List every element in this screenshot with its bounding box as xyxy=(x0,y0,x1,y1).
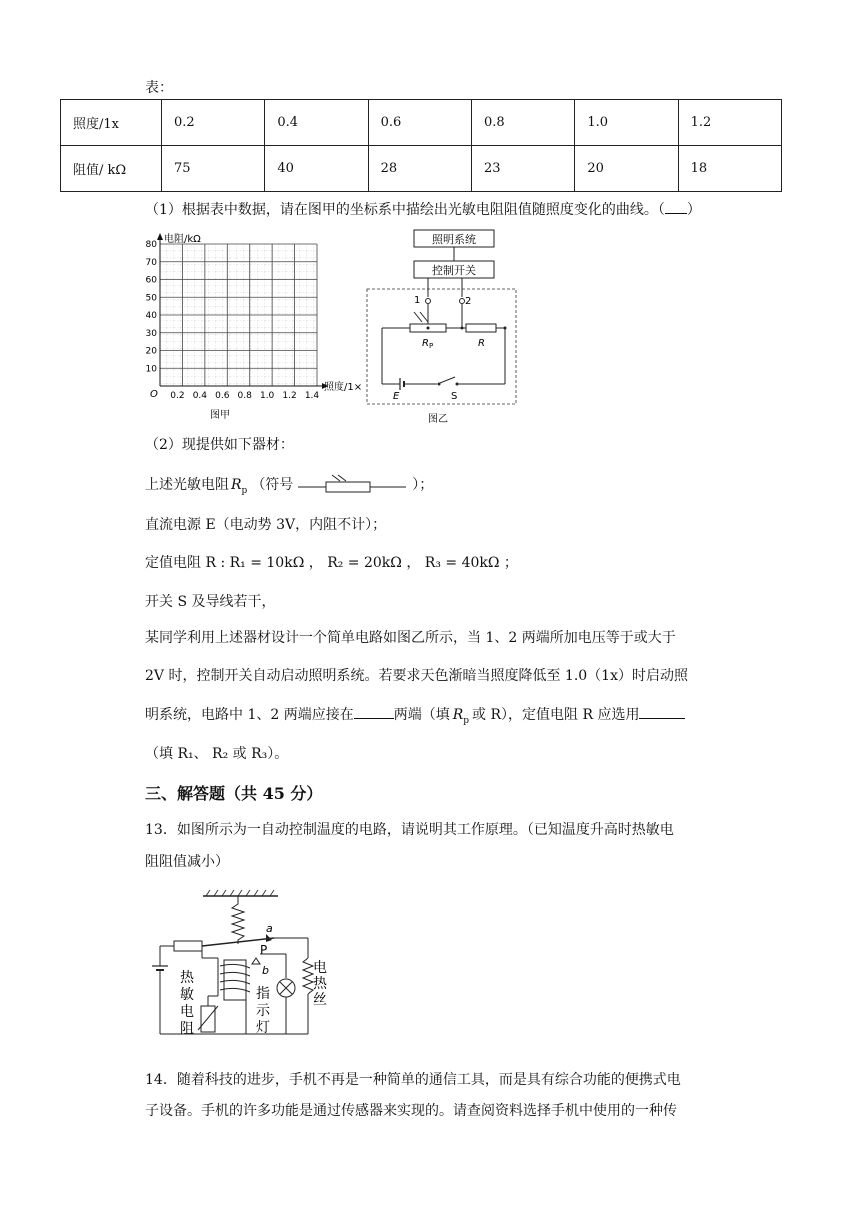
origin-label: O xyxy=(150,389,158,400)
contact-b-label: b xyxy=(262,964,269,977)
answer-blank[interactable] xyxy=(639,704,685,719)
photoresistor-symbol xyxy=(298,475,408,495)
answer-blank[interactable] xyxy=(665,199,687,214)
table-intro: 表： xyxy=(145,80,173,96)
table-cell: 1.0 xyxy=(575,100,678,146)
contact-a-label: a xyxy=(266,922,273,935)
q14-line-2: 子设备。手机的许多功能是通过传感器来实现的。请查阅资料选择手机中使用的一种传 xyxy=(145,1103,677,1119)
spring xyxy=(232,896,244,944)
heater-label-2: 丝 xyxy=(313,992,327,1008)
heater-label-1: 热 xyxy=(313,976,327,992)
y-tick-label: 20 xyxy=(145,346,157,357)
table-cell: 28 xyxy=(368,146,471,192)
q2-line-6: 2V 时，控制开关自动启动照明系统。若要求天色渐暗当照度降低至 1.0（1x）时启动照 xyxy=(145,668,688,684)
y-tick-label: 60 xyxy=(145,275,157,286)
x-tick-label: 1.4 xyxy=(304,391,320,401)
y-tick-label: 10 xyxy=(145,364,157,375)
resistor xyxy=(174,941,202,951)
lighting-system-label: 照明系统 xyxy=(432,233,476,246)
table-cell: 20 xyxy=(575,146,678,192)
table-cell: 0.2 xyxy=(162,100,265,146)
q13-line-2: 阻阻值减小） xyxy=(145,854,229,870)
q2-line-5: 某同学利用上述器材设计一个简单电路如图乙所示，当 1、2 两端所加电压等于或大于 xyxy=(145,630,676,646)
control-switch-label: 控制开关 xyxy=(432,264,476,277)
table-cell: 75 xyxy=(162,146,265,192)
x-tick-label: 0.2 xyxy=(170,391,185,401)
q13-line-1: 13．如图所示为一自动控制温度的电路，请说明其工作原理。（已知温度升高时热敏电 xyxy=(145,822,674,838)
y-tick-label: 40 xyxy=(145,311,157,321)
answer-blank[interactable] xyxy=(354,704,394,719)
heater-label-0: 电 xyxy=(313,960,327,976)
graph-jia xyxy=(138,228,363,424)
e-label: E xyxy=(393,391,400,402)
terminal-2-label: 2 xyxy=(465,296,472,307)
thermistor-label-1: 敏 xyxy=(180,987,194,1003)
x-tick-label: 0.8 xyxy=(237,391,252,401)
y-tick-label: 80 xyxy=(145,240,157,250)
indicator-label-1: 示 xyxy=(256,1003,270,1019)
y-tick-label: 30 xyxy=(145,328,157,339)
resistor-r xyxy=(466,324,496,332)
rp-subscript: P xyxy=(429,342,434,350)
thermistor-label-3: 阻 xyxy=(180,1021,194,1037)
indicator-label-0: 指 xyxy=(256,986,270,1002)
circuit-yi xyxy=(362,224,522,430)
indicator-label-2: 灯 xyxy=(256,1020,270,1036)
x-tick-label: 0.4 xyxy=(192,391,208,401)
q2-line-3: 定值电阻 R : R₁ = 10kΩ ， R₂ = 20kΩ ， R₃ = 40kΩ ； xyxy=(145,555,518,571)
q2-line-7: 明系统，电路中 1、2 两端应接在 两端（填 $R_p$ 或 R），定值电阻 R 应选用 xyxy=(145,704,685,731)
q2-line-1: 上述光敏电阻 $R_p$ （符号 ）； xyxy=(145,477,434,496)
question-1: （1）根据表中数据，请在图甲的坐标系中描绘出光敏电阻阻值随照度变化的曲线。（ ） xyxy=(145,199,701,220)
section-heading: 三、解答题（共 45 分） xyxy=(145,784,323,803)
r-label: R xyxy=(478,338,485,349)
table-cell: 0.4 xyxy=(265,100,368,146)
table-cell: 1.2 xyxy=(678,100,781,146)
x-tick-label: 0.6 xyxy=(215,391,230,401)
graph-caption: 图甲 xyxy=(210,410,230,421)
y-tick-label: 50 xyxy=(145,293,157,304)
question-2-title: （2）现提供如下器材： xyxy=(145,437,294,453)
row-label: 照度/1x xyxy=(61,100,162,146)
q2-line-2: 直流电源 E（电动势 3V，内阻不计）； xyxy=(145,517,387,533)
q14-line-1: 14．随着科技的进步，手机不再是一种简单的通信工具，而是具有综合功能的便携式电 xyxy=(145,1072,681,1088)
y-axis-label: 电阻/kΩ xyxy=(164,234,201,245)
thermistor xyxy=(201,1006,215,1032)
table-cell: 23 xyxy=(471,146,574,192)
switch-s xyxy=(440,377,455,383)
heating-wire xyxy=(303,958,313,994)
s-label: S xyxy=(451,391,458,402)
table-row xyxy=(61,146,782,192)
pivot-p-label: P xyxy=(260,943,268,957)
thermistor-label-2: 电 xyxy=(180,1004,194,1020)
q2-line-8: （填 R₁、 R₂ 或 R₃）。 xyxy=(145,746,289,762)
table-cell: 0.8 xyxy=(471,100,574,146)
table-cell: 0.6 xyxy=(368,100,471,146)
table-cell: 18 xyxy=(678,146,781,192)
q2-line-4: 开关 S 及导线若干， xyxy=(145,594,276,610)
x-axis-label: 照度/1× xyxy=(324,382,363,393)
data-table xyxy=(60,99,782,192)
x-tick-label: 1.2 xyxy=(282,391,297,401)
thermistor-label-0: 热 xyxy=(180,970,194,986)
table-cell: 40 xyxy=(265,146,368,192)
rp-label: R xyxy=(422,338,429,349)
row-label: 阻值/ kΩ xyxy=(61,146,162,192)
terminal-1-label: 1 xyxy=(414,295,421,306)
temperature-control-circuit xyxy=(148,888,348,1040)
y-tick-label: 70 xyxy=(145,257,157,268)
table-row xyxy=(61,100,782,146)
x-tick-label: 1.0 xyxy=(259,391,275,401)
circuit-caption: 图乙 xyxy=(428,414,448,425)
